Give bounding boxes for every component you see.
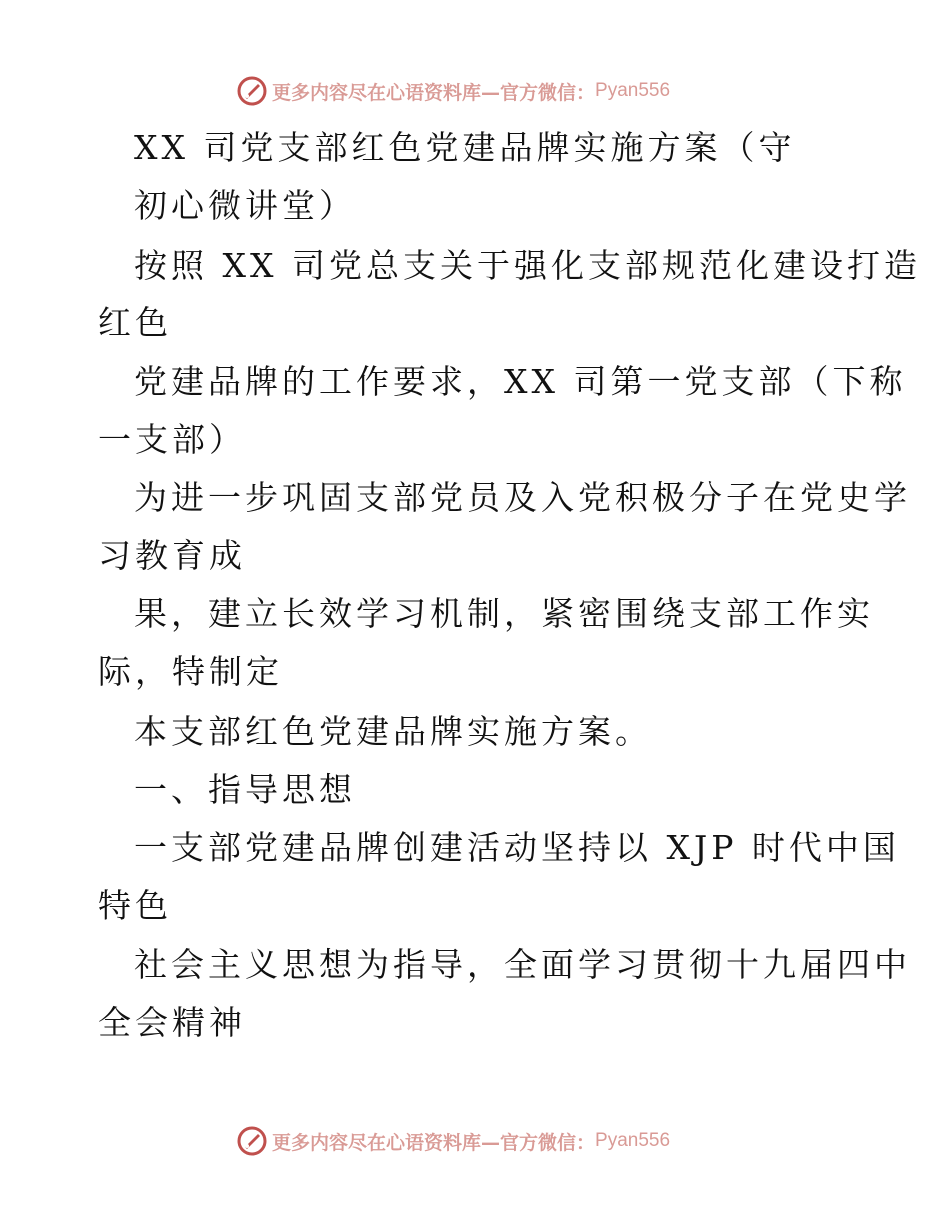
doc-line: 按照 XX 司党总支关于强化支部规范化建设打造 (134, 246, 921, 285)
doc-line: 党建品牌的工作要求，XX 司第一党支部（下称 (134, 362, 907, 401)
logo-icon (236, 75, 268, 107)
doc-line: 特色 (98, 886, 172, 925)
watermark-text: 更多内容尽在心语资料库—官方微信： (272, 1131, 596, 1154)
doc-line: 社会主义思想为指导，全面学习贯彻十九届四中 (134, 945, 911, 984)
doc-line: 初心微讲堂） (134, 186, 356, 225)
footer-watermark (236, 1124, 670, 1158)
doc-line: 一、指导思想 (134, 770, 356, 809)
doc-line: 全会精神 (98, 1003, 246, 1042)
doc-line: 习教育成 (98, 536, 246, 575)
header-watermark (236, 74, 670, 108)
doc-line: 一支部党建品牌创建活动坚持以 XJP 时代中国 (134, 828, 900, 867)
doc-line: 果，建立长效学习机制，紧密围绕支部工作实 (134, 594, 874, 633)
watermark-handle: Pyan556 (595, 1130, 671, 1151)
watermark-handle: Pyan556 (595, 80, 671, 101)
doc-line: 际，特制定 (98, 652, 283, 691)
logo-icon (236, 1125, 268, 1157)
watermark-text: 更多内容尽在心语资料库—官方微信： (272, 81, 596, 104)
doc-line: 为进一步巩固支部党员及入党积极分子在党史学 (134, 478, 911, 517)
doc-line: 本支部红色党建品牌实施方案。 (134, 712, 652, 751)
doc-line: 一支部） (98, 420, 246, 459)
doc-line: 红色 (98, 303, 172, 342)
doc-line: XX 司党支部红色党建品牌实施方案（守 (134, 128, 796, 167)
